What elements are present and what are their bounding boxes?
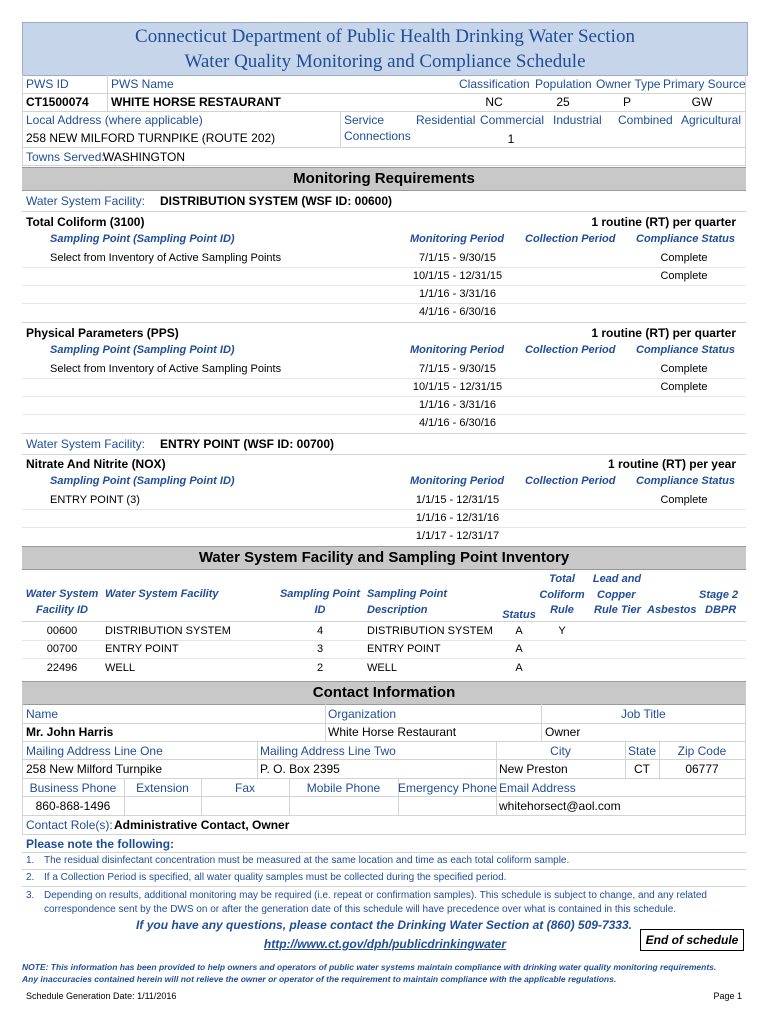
col-sampling-point: Sampling Point (Sampling Point ID) xyxy=(50,475,235,487)
col-monitoring-period: Monitoring Period xyxy=(410,475,505,487)
divider xyxy=(340,111,341,147)
inv-sp-id: 4 xyxy=(316,625,324,637)
pws-id-label: PWS ID xyxy=(26,77,69,91)
col-collection-period: Collection Period xyxy=(525,475,616,487)
note-number: 2. xyxy=(26,872,35,883)
col-sampling-point: Sampling Point (Sampling Point ID) xyxy=(50,233,235,245)
divider xyxy=(22,165,746,166)
commercial-value: 1 xyxy=(507,132,515,146)
note-number: 3. xyxy=(26,890,35,901)
sampling-point-value: Select from Inventory of Active Sampling Points xyxy=(50,252,282,264)
divider xyxy=(22,509,746,510)
inv-col-lead-copper: Rule Tier xyxy=(594,604,641,616)
divider xyxy=(22,111,746,112)
pws-name-label: PWS Name xyxy=(111,77,174,91)
notes-heading: Please note the following: xyxy=(26,837,175,851)
agricultural-label: Agricultural xyxy=(681,113,742,127)
divider xyxy=(22,759,746,760)
col-sampling-point: Sampling Point (Sampling Point ID) xyxy=(50,344,235,356)
residential-label: Residential xyxy=(416,113,476,127)
contact-org-label: Organization xyxy=(328,707,397,721)
note-1: The residual disinfectant concentration must be measured at the same location and time as each total coliform sample. xyxy=(44,855,570,866)
sampling-point-value: ENTRY POINT (3) xyxy=(50,494,140,506)
contact-name-label: Name xyxy=(26,707,59,721)
city-label: City xyxy=(550,744,571,758)
inv-col-lead-copper: Lead and xyxy=(592,573,642,585)
wsf-label: Water System Facility: xyxy=(26,194,145,208)
monitoring-period: 1/1/16 - 12/31/16 xyxy=(415,512,500,524)
compliance-status: Complete xyxy=(660,270,708,282)
divider xyxy=(22,75,23,165)
monitoring-period: 4/1/16 - 6/30/16 xyxy=(418,306,497,318)
inv-wsf-id: 00700 xyxy=(46,643,78,655)
inv-sp-id: 2 xyxy=(316,662,324,674)
analyte-physical-parameters: Physical Parameters (PPS) xyxy=(26,326,179,340)
monitoring-period: 10/1/15 - 12/31/15 xyxy=(412,270,503,282)
analyte-nitrate: Nitrate And Nitrite (NOX) xyxy=(26,457,166,471)
header-title-1: Connecticut Department of Public Health Drinking Water Section xyxy=(135,26,635,47)
mobile-phone-label: Mobile Phone xyxy=(306,781,381,795)
note-3: Depending on results, additional monitoring may be required (i.e. repeat or confirmation samples). This schedule is subject to change, and any related xyxy=(44,890,707,901)
addr1-label: Mailing Address Line One xyxy=(26,744,163,758)
dph-link[interactable]: http://www.ct.gov/dph/publicdrinkingwater xyxy=(263,937,507,951)
col-monitoring-period: Monitoring Period xyxy=(410,344,505,356)
questions-text: If you have any questions, please contact the Drinking Water Section at (860) 509-7333. xyxy=(136,918,632,932)
divider xyxy=(22,834,746,835)
population-label: Population xyxy=(535,77,592,91)
primary-source-label: Primary Source xyxy=(663,77,746,91)
email-label: Email Address xyxy=(499,781,576,795)
compliance-status: Complete xyxy=(660,363,708,375)
inv-wsf: DISTRIBUTION SYSTEM xyxy=(105,625,231,637)
industrial-label: Industrial xyxy=(553,113,602,127)
frequency-total-coliform: 1 routine (RT) per quarter xyxy=(591,215,736,229)
header-title-2: Water Quality Monitoring and Compliance Schedule xyxy=(184,51,586,72)
monitoring-period: 1/1/17 - 12/31/17 xyxy=(415,530,500,542)
divider xyxy=(22,723,746,724)
wsf-distribution: DISTRIBUTION SYSTEM (WSF ID: 00600) xyxy=(160,194,393,208)
frequency-nitrate: 1 routine (RT) per year xyxy=(607,457,736,471)
inv-col-total-coliform: Total xyxy=(549,573,575,585)
addr2-value: P. O. Box 2395 xyxy=(260,762,340,776)
email-value: whitehorsect@aol.com xyxy=(499,799,621,813)
end-of-schedule-box: End of schedule xyxy=(640,929,744,951)
divider xyxy=(22,869,746,870)
divider xyxy=(257,741,258,778)
monitoring-period: 1/1/16 - 3/31/16 xyxy=(418,288,497,300)
footer-note-2: Any inaccuracies contained herein will not relieve the owner or operator of the requirement to maintain compliance with the applicable regulations. xyxy=(22,974,617,984)
monitoring-title: Monitoring Requirements xyxy=(293,170,475,187)
inv-col-asbestos: Asbestos xyxy=(647,604,697,616)
extension-label: Extension xyxy=(136,781,189,795)
owner-type-label: Owner Type xyxy=(596,77,661,91)
inv-sp-desc: DISTRIBUTION SYSTEM xyxy=(367,625,493,637)
divider xyxy=(22,211,746,212)
divider xyxy=(22,147,746,148)
inv-wsf: ENTRY POINT xyxy=(105,643,179,655)
emergency-phone-label: Emergency Phone xyxy=(398,781,497,795)
wsf-entry-point: ENTRY POINT (WSF ID: 00700) xyxy=(160,437,335,451)
divider xyxy=(22,621,746,622)
monitoring-period: 1/1/15 - 12/31/15 xyxy=(415,494,500,506)
note-number: 1. xyxy=(26,855,35,866)
contact-title: Contact Information xyxy=(312,684,456,701)
divider xyxy=(22,93,746,94)
population-value: 25 xyxy=(556,95,570,109)
local-address-label: Local Address (where applicable) xyxy=(26,113,203,127)
divider xyxy=(22,658,746,659)
inv-col-wsf-id: Water System xyxy=(25,588,99,600)
monitoring-period: 7/1/15 - 9/30/15 xyxy=(418,363,497,375)
divider xyxy=(22,378,746,379)
inv-col-total-coliform: Coliform xyxy=(539,589,585,601)
footer-note-1: NOTE: This information has been provided to help owners and operators of public water systems maintain compliance with drinking water quality monitoring requirements. xyxy=(22,962,717,972)
inv-status: A xyxy=(515,643,523,655)
monitoring-period: 4/1/16 - 6/30/16 xyxy=(418,417,497,429)
inv-wsf: WELL xyxy=(105,662,135,674)
state-value: CT xyxy=(634,762,650,776)
compliance-status: Complete xyxy=(660,381,708,393)
divider xyxy=(22,886,746,887)
divider xyxy=(22,285,746,286)
inv-wsf-id: 22496 xyxy=(46,662,78,674)
pws-id-value: CT1500074 xyxy=(26,95,89,109)
divider xyxy=(22,322,746,323)
pws-name-value: WHITE HORSE RESTAURANT xyxy=(111,95,281,109)
inv-col-sp-desc: Description xyxy=(367,604,428,616)
towns-served-label: Towns Served: xyxy=(26,150,105,164)
address-value: 258 NEW MILFORD TURNPIKE (ROUTE 202) xyxy=(26,131,276,145)
inv-col-sp-desc: Sampling Point xyxy=(367,588,448,600)
inv-col-lead-copper: Copper xyxy=(597,589,636,601)
divider xyxy=(22,640,746,641)
fax-label: Fax xyxy=(234,781,255,795)
inventory-title: Water System Facility and Sampling Point Inventory xyxy=(198,549,570,566)
divider xyxy=(22,796,746,797)
compliance-status: Complete xyxy=(660,252,708,264)
inv-col-wsf-id: Facility ID xyxy=(36,604,88,616)
inv-total-coliform: Y xyxy=(558,625,566,637)
generation-date: Schedule Generation Date: 1/11/2016 xyxy=(26,991,177,1001)
divider xyxy=(22,741,746,742)
inv-col-total-coliform: Rule xyxy=(550,604,574,616)
contact-job: Owner xyxy=(545,725,581,739)
divider xyxy=(22,433,746,434)
divider xyxy=(541,704,542,741)
page-number: Page 1 xyxy=(713,991,742,1001)
city-value: New Preston xyxy=(499,762,568,776)
contact-job-label: Job Title xyxy=(621,707,666,721)
business-phone-label: Business Phone xyxy=(29,781,117,795)
divider xyxy=(325,704,326,741)
owner-type-value: P xyxy=(622,95,631,109)
state-label: State xyxy=(627,744,657,758)
inv-status: A xyxy=(515,625,523,637)
col-compliance-status: Compliance Status xyxy=(636,475,736,487)
monitoring-period: 1/1/16 - 3/31/16 xyxy=(418,399,497,411)
divider xyxy=(107,75,108,111)
zip-label: Zip Code xyxy=(677,744,727,758)
divider xyxy=(22,396,746,397)
primary-source-value: GW xyxy=(691,95,713,109)
divider xyxy=(22,267,746,268)
addr1-value: 258 New Milford Turnpike xyxy=(26,762,163,776)
frequency-physical-parameters: 1 routine (RT) per quarter xyxy=(591,326,736,340)
divider xyxy=(22,778,746,779)
col-collection-period: Collection Period xyxy=(525,344,616,356)
connections-label: Connections xyxy=(344,129,411,143)
inv-sp-desc: WELL xyxy=(367,662,397,674)
analyte-total-coliform: Total Coliform (3100) xyxy=(26,215,145,229)
note-3-cont: correspondence sent by the DWS on or after the generation date of this schedule will have precedence over what is contained in this schedule. xyxy=(44,904,677,915)
inv-status: A xyxy=(515,662,523,674)
monitoring-period: 7/1/15 - 9/30/15 xyxy=(418,252,497,264)
classification-label: Classification xyxy=(459,77,530,91)
towns-served-value: WASHINGTON xyxy=(103,150,186,164)
inv-col-status: Status xyxy=(502,609,536,621)
zip-value: 06777 xyxy=(685,762,719,776)
col-compliance-status: Compliance Status xyxy=(636,233,736,245)
inv-col-sp-id: ID xyxy=(314,604,326,616)
business-phone-value: 860-868-1496 xyxy=(35,799,111,813)
inv-wsf-id: 00600 xyxy=(46,625,78,637)
inv-sp-desc: ENTRY POINT xyxy=(367,643,441,655)
compliance-status: Complete xyxy=(660,494,708,506)
inv-sp-id: 3 xyxy=(316,643,324,655)
service-label: Service xyxy=(344,113,385,127)
col-compliance-status: Compliance Status xyxy=(636,344,736,356)
divider xyxy=(22,815,746,816)
contact-name: Mr. John Harris xyxy=(26,725,114,739)
contact-roles-value: Administrative Contact, Owner xyxy=(114,818,290,832)
col-collection-period: Collection Period xyxy=(525,233,616,245)
divider xyxy=(22,303,746,304)
contact-roles-label: Contact Role(s): xyxy=(26,818,113,832)
inv-col-stage2: DBPR xyxy=(705,604,737,616)
inv-col-stage2: Stage 2 xyxy=(699,589,739,601)
divider xyxy=(745,704,746,834)
contact-org: White Horse Restaurant xyxy=(328,725,457,739)
sampling-point-value: Select from Inventory of Active Sampling Points xyxy=(50,363,282,375)
divider xyxy=(22,527,746,528)
divider xyxy=(22,414,746,415)
inv-col-sp-id: Sampling Point xyxy=(279,588,361,600)
combined-label: Combined xyxy=(618,113,673,127)
note-2: If a Collection Period is specified, all water quality samples must be collected during the specified period. xyxy=(44,872,507,883)
addr2-label: Mailing Address Line Two xyxy=(260,744,396,758)
classification-value: NC xyxy=(485,95,503,109)
commercial-label: Commercial xyxy=(480,113,545,127)
inv-col-wsf: Water System Facility xyxy=(105,588,219,600)
divider xyxy=(22,852,746,853)
divider xyxy=(22,704,23,834)
monitoring-period: 10/1/15 - 12/31/15 xyxy=(412,381,503,393)
wsf-label: Water System Facility: xyxy=(26,437,145,451)
divider xyxy=(22,454,746,455)
col-monitoring-period: Monitoring Period xyxy=(410,233,505,245)
